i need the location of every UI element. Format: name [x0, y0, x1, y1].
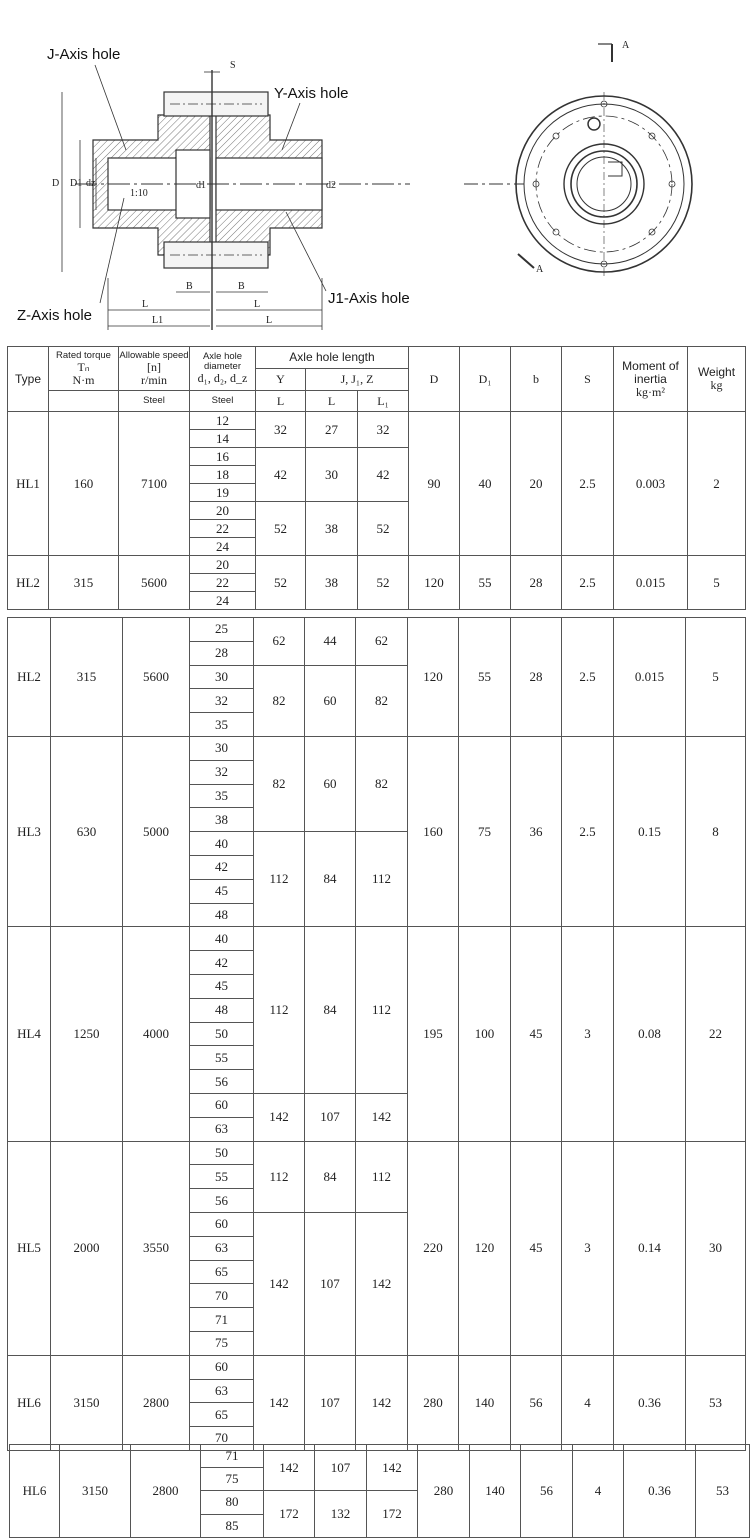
cell-type: HL6: [8, 1355, 51, 1450]
cell-D: 220: [408, 1141, 459, 1355]
header-weight: Weight kg: [688, 347, 746, 412]
cell-len-y: 112: [254, 927, 305, 1094]
cell-b: 56: [521, 1445, 573, 1538]
header-torque-mat: [49, 391, 119, 412]
cell-len-j1: 142: [356, 1212, 408, 1355]
cell-type: HL4: [8, 927, 51, 1141]
cell-dia: 28: [190, 641, 254, 665]
dim-d2: d2: [326, 180, 336, 191]
cell-len-j1: 82: [356, 736, 408, 831]
cell-dia: 16: [190, 448, 256, 466]
header-dia-mat: Steel: [190, 391, 256, 412]
cell-dia: 48: [190, 903, 254, 927]
cell-D: 280: [408, 1355, 459, 1450]
cell-type: HL3: [8, 736, 51, 926]
cell-s: 3: [562, 1141, 614, 1355]
cell-len-y: 62: [254, 618, 305, 666]
cell-len-y: 172: [264, 1491, 315, 1537]
spec-table-1: [7, 346, 746, 610]
cell-dia: 19: [190, 484, 256, 502]
cell-len-j1: 82: [356, 665, 408, 736]
cell-speed: 5600: [119, 556, 190, 610]
cell-dia: 42: [190, 855, 254, 879]
cell-moment: 0.003: [614, 412, 688, 556]
cell-weight: 5: [686, 618, 746, 737]
cell-dia: 30: [190, 665, 254, 689]
dim-a-top: A: [622, 40, 630, 51]
cell-type: HL5: [8, 1141, 51, 1355]
header-D1: D₁: [460, 347, 511, 412]
dim-d1-small: d1: [196, 180, 206, 191]
header-l-y: L: [256, 391, 306, 412]
dim-dz: dz: [86, 178, 96, 189]
cell-dia: 56: [190, 1070, 254, 1094]
cell-speed: 3550: [123, 1141, 190, 1355]
dim-d: D: [52, 178, 60, 189]
cell-dia: 35: [190, 713, 254, 737]
cell-len-y: 42: [256, 448, 306, 502]
cell-dia: 24: [190, 538, 256, 556]
cell-speed: 2800: [131, 1445, 201, 1538]
cell-torque: 315: [49, 556, 119, 610]
header-torque: Rated torque Tₙ N·m: [49, 347, 119, 391]
table-row: [8, 618, 746, 642]
label-j1-axis-hole: J1-Axis hole: [328, 290, 410, 307]
cell-dia: 50: [190, 1141, 254, 1165]
cell-b: 28: [511, 618, 562, 737]
header-l-j: L: [306, 391, 358, 412]
cell-moment: 0.015: [614, 556, 688, 610]
cell-dia: 20: [190, 556, 256, 574]
cell-moment: 0.08: [614, 927, 686, 1141]
cell-dia: 42: [190, 951, 254, 975]
cell-len-y: 112: [254, 1141, 305, 1212]
cell-b: 20: [511, 412, 562, 556]
table-row: [8, 736, 746, 760]
cell-dia: 65: [190, 1260, 254, 1284]
cell-len-j: 107: [305, 1355, 356, 1450]
cell-len-j1: 112: [356, 927, 408, 1094]
dim-b-left: B: [186, 281, 193, 292]
cell-b: 45: [511, 927, 562, 1141]
cell-dia: 35: [190, 784, 254, 808]
cell-len-j1: 52: [358, 502, 409, 556]
cell-D: 120: [408, 618, 459, 737]
cell-dia: 30: [190, 736, 254, 760]
cell-len-j: 38: [306, 556, 358, 610]
label-j-axis-hole: J-Axis hole: [47, 46, 121, 63]
cell-len-j1: 112: [356, 1141, 408, 1212]
table-row: [8, 1355, 746, 1379]
cell-dia: 32: [190, 689, 254, 713]
cell-len-j1: 112: [356, 832, 408, 927]
cell-len-j1: 52: [358, 556, 409, 610]
cell-len-y: 112: [254, 832, 305, 927]
cell-moment: 0.14: [614, 1141, 686, 1355]
cell-len-y: 82: [254, 665, 305, 736]
cell-b: 45: [511, 1141, 562, 1355]
cell-D1: 40: [460, 412, 511, 556]
cell-dia: 85: [201, 1514, 264, 1537]
cell-torque: 3150: [51, 1355, 123, 1450]
cell-dia: 22: [190, 520, 256, 538]
spec-table-2: [7, 617, 746, 1451]
cell-s: 4: [573, 1445, 624, 1538]
cell-dia: 32: [190, 760, 254, 784]
cell-torque: 1250: [51, 927, 123, 1141]
cell-weight: 22: [686, 927, 746, 1141]
cell-dia: 40: [190, 927, 254, 951]
cell-type: HL6: [10, 1445, 60, 1538]
cell-weight: 53: [696, 1445, 750, 1538]
cell-weight: 53: [686, 1355, 746, 1450]
cell-torque: 2000: [51, 1141, 123, 1355]
header-length: Axle hole length: [256, 347, 409, 369]
cell-weight: 8: [686, 736, 746, 926]
cell-len-j1: 142: [367, 1445, 418, 1491]
cell-len-y: 52: [256, 556, 306, 610]
cell-len-y: 82: [254, 736, 305, 831]
cell-len-j1: 42: [358, 448, 409, 502]
cell-dia: 60: [190, 1212, 254, 1236]
cell-type: HL1: [8, 412, 49, 556]
cell-D: 280: [418, 1445, 470, 1538]
cell-len-y: 32: [256, 412, 306, 448]
cell-len-j: 84: [305, 832, 356, 927]
cell-dia: 63: [190, 1379, 254, 1403]
header-s: S: [562, 347, 614, 412]
cell-len-y: 142: [254, 1093, 305, 1141]
cell-speed: 7100: [119, 412, 190, 556]
cell-moment: 0.015: [614, 618, 686, 737]
cell-D1: 140: [459, 1355, 511, 1450]
cell-D1: 55: [460, 556, 511, 610]
header-jz: J, J₁, Z: [306, 369, 409, 391]
dim-l1: L1: [152, 315, 164, 326]
cell-len-j: 38: [306, 502, 358, 556]
cell-D1: 140: [470, 1445, 521, 1538]
cell-torque: 315: [51, 618, 123, 737]
dim-l-left: L: [142, 299, 149, 310]
header-D: D: [409, 347, 460, 412]
dim-l-right: L: [266, 315, 273, 326]
cell-len-j: 107: [315, 1445, 367, 1491]
header-y: Y: [256, 369, 306, 391]
cell-len-j: 84: [305, 927, 356, 1094]
header-b: b: [511, 347, 562, 412]
coupling-drawing: [0, 0, 750, 342]
dim-taper: 1:10: [130, 188, 148, 199]
table-row: [8, 412, 746, 430]
cell-len-j1: 142: [356, 1355, 408, 1450]
cell-dia: 38: [190, 808, 254, 832]
cell-len-j: 27: [306, 412, 358, 448]
cell-s: 2.5: [562, 736, 614, 926]
cell-D1: 75: [459, 736, 511, 926]
cell-dia: 70: [190, 1427, 254, 1451]
cell-D: 160: [408, 736, 459, 926]
cell-D1: 55: [459, 618, 511, 737]
cell-D: 90: [409, 412, 460, 556]
header-type: Type: [8, 347, 49, 412]
cell-type: HL2: [8, 556, 49, 610]
dim-s: S: [230, 60, 236, 71]
cell-len-y: 52: [256, 502, 306, 556]
cell-dia: 75: [190, 1331, 254, 1355]
cell-dia: 65: [190, 1403, 254, 1427]
cell-weight: 2: [688, 412, 746, 556]
table-row: [8, 556, 746, 574]
header-speed: Allowable speed [n] r/min: [119, 347, 190, 391]
cell-torque: 630: [51, 736, 123, 926]
cell-dia: 20: [190, 502, 256, 520]
label-y-axis-hole: Y-Axis hole: [274, 85, 349, 102]
cell-D1: 120: [459, 1141, 511, 1355]
table-row: [10, 1445, 750, 1468]
cell-dia: 12: [190, 412, 256, 430]
cell-s: 2.5: [562, 556, 614, 610]
cell-dia: 22: [190, 574, 256, 592]
cell-moment: 0.36: [614, 1355, 686, 1450]
cell-dia: 40: [190, 832, 254, 856]
cell-D: 195: [408, 927, 459, 1141]
cell-dia: 14: [190, 430, 256, 448]
cell-b: 36: [511, 736, 562, 926]
cell-dia: 55: [190, 1165, 254, 1189]
cell-torque: 3150: [60, 1445, 131, 1538]
cell-len-y: 142: [254, 1212, 305, 1355]
cell-dia: 45: [190, 974, 254, 998]
cell-len-j: 107: [305, 1093, 356, 1141]
cell-dia: 18: [190, 466, 256, 484]
cell-dia: 71: [190, 1308, 254, 1332]
cell-dia: 80: [201, 1491, 264, 1514]
cell-len-j1: 172: [367, 1491, 418, 1537]
header-moment: Moment of inertia kg·m²: [614, 347, 688, 412]
cell-speed: 4000: [123, 927, 190, 1141]
cell-moment: 0.15: [614, 736, 686, 926]
cell-D1: 100: [459, 927, 511, 1141]
cell-dia: 60: [190, 1093, 254, 1117]
cell-len-j: 60: [305, 736, 356, 831]
cell-dia: 50: [190, 1022, 254, 1046]
cell-dia: 25: [190, 618, 254, 642]
cell-type: HL2: [8, 618, 51, 737]
cell-dia: 71: [201, 1445, 264, 1468]
cell-dia: 45: [190, 879, 254, 903]
header-l1-j: L₁: [358, 391, 409, 412]
cell-b: 28: [511, 556, 562, 610]
cell-weight: 5: [688, 556, 746, 610]
cell-s: 3: [562, 927, 614, 1141]
cell-s: 4: [562, 1355, 614, 1450]
cell-len-j: 84: [305, 1141, 356, 1212]
cell-torque: 160: [49, 412, 119, 556]
cell-len-j1: 62: [356, 618, 408, 666]
cell-len-j: 30: [306, 448, 358, 502]
cell-len-j1: 142: [356, 1093, 408, 1141]
header-speed-mat: Steel: [119, 391, 190, 412]
cell-speed: 5000: [123, 736, 190, 926]
dim-d1: D1: [70, 178, 83, 189]
cell-len-j1: 32: [358, 412, 409, 448]
cell-speed: 5600: [123, 618, 190, 737]
cell-dia: 60: [190, 1355, 254, 1379]
cell-dia: 24: [190, 592, 256, 610]
cell-D: 120: [409, 556, 460, 610]
cell-b: 56: [511, 1355, 562, 1450]
cell-len-j: 60: [305, 665, 356, 736]
cell-len-j: 132: [315, 1491, 367, 1537]
table-row: [8, 1141, 746, 1165]
cell-dia: 63: [190, 1117, 254, 1141]
cell-dia: 70: [190, 1284, 254, 1308]
cell-weight: 30: [686, 1141, 746, 1355]
label-z-axis-hole: Z-Axis hole: [17, 307, 93, 324]
cell-len-j: 107: [305, 1212, 356, 1355]
cell-len-j: 44: [305, 618, 356, 666]
cell-dia: 56: [190, 1189, 254, 1213]
cell-dia: 63: [190, 1236, 254, 1260]
cell-s: 2.5: [562, 618, 614, 737]
dim-a-bottom: A: [536, 264, 544, 275]
cell-s: 2.5: [562, 412, 614, 556]
cell-len-y: 142: [264, 1445, 315, 1491]
cell-len-y: 142: [254, 1355, 305, 1450]
spec-table-3: [9, 1444, 750, 1538]
cell-moment: 0.36: [624, 1445, 696, 1538]
cell-dia: 75: [201, 1468, 264, 1491]
dim-b-right: B: [238, 281, 245, 292]
end-view: [464, 44, 692, 276]
header-diameter: Axle hole diameter d₁, d₂, d_z: [190, 347, 256, 391]
cell-dia: 48: [190, 998, 254, 1022]
dim-l-mid: L: [254, 299, 261, 310]
table-row: [8, 927, 746, 951]
cell-dia: 55: [190, 1046, 254, 1070]
cell-speed: 2800: [123, 1355, 190, 1450]
